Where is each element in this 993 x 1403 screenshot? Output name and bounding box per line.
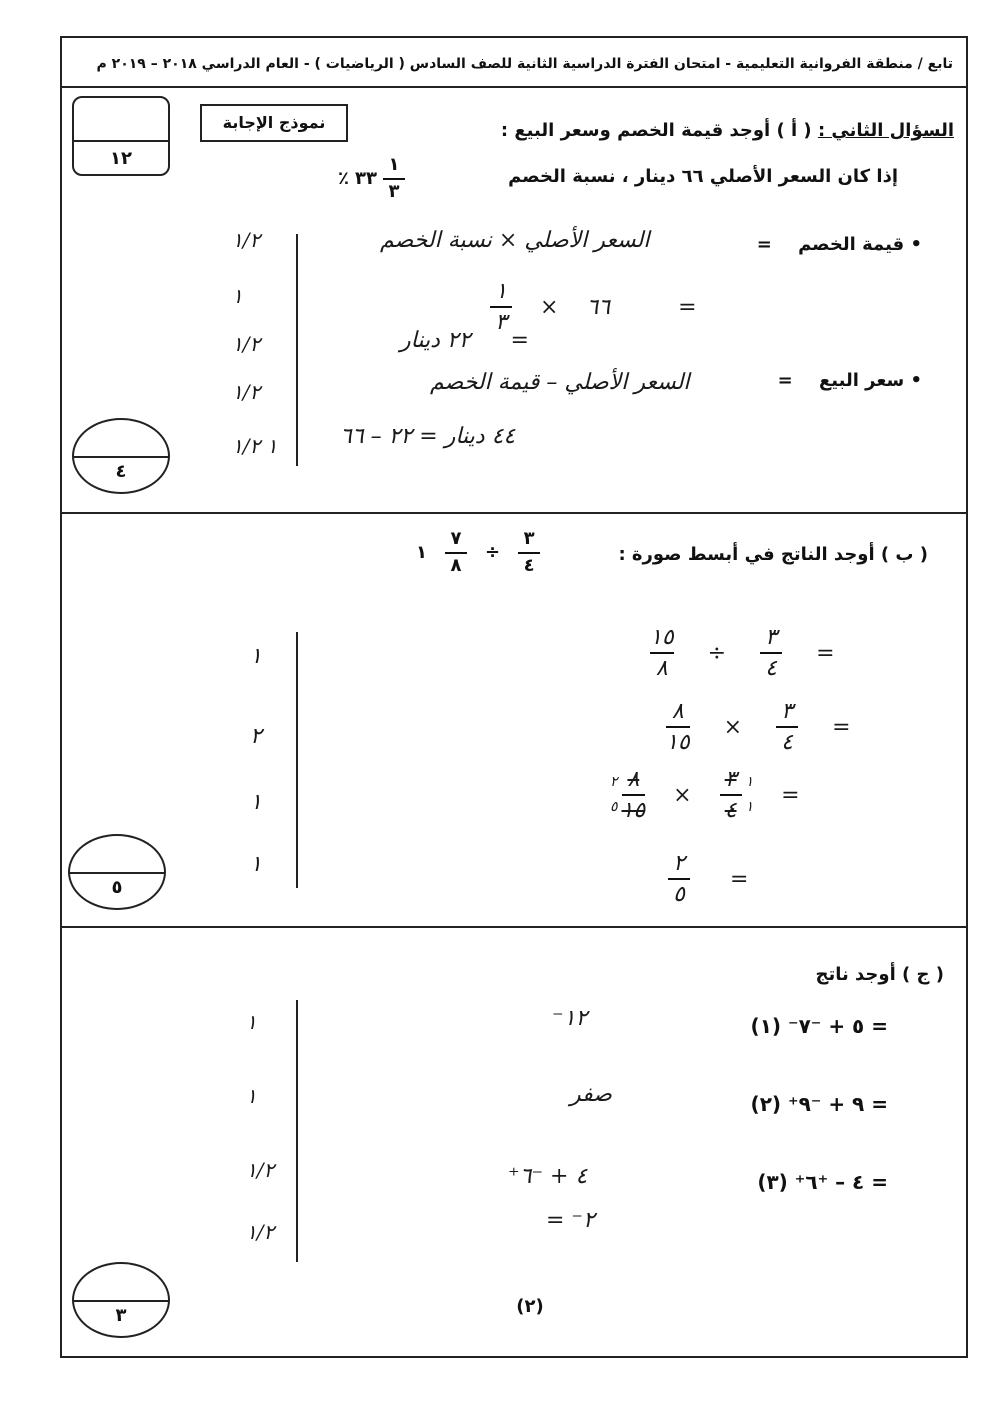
score-b: ٥ [111,877,123,898]
percent-fraction [383,156,405,202]
item-c-2-num: (٢) [750,1092,782,1116]
total-score-box [72,96,170,176]
item-c-3-answer2: = ⁻٢ [546,1208,595,1233]
bullet2-label: سعر البيع [818,370,905,391]
discount-percent [338,156,405,202]
mark-a-2: ١ [232,284,243,308]
mark-a-5: ١ ١/٢ [232,434,278,458]
section-b [60,514,968,926]
section-a-title-row [501,120,954,141]
page-number: (٢) [516,1296,544,1317]
mark-c-4: ١/٢ [246,1220,275,1244]
item-c-2-expr: ⁺٩ + ⁻٩ = [788,1092,888,1116]
score-a: ٤ [115,461,127,482]
item-c-2 [751,1092,888,1116]
marks-c [246,1010,292,1260]
section-b-problem: ١ $\frac{٧}{٨}$ ÷ $\frac{٣}{٤}$ [416,530,540,576]
percent-sign: ٪ [338,168,349,190]
item-c-1-expr: ⁻٥ + ⁻٧ = [788,1014,888,1038]
section-c [60,928,968,1356]
section-c-title: ( ج ) أوجد ناتج [815,964,944,985]
hand-a-line2: $\frac{١}{٣}$ × ٦٦ = [490,280,697,334]
percent-den: ٣ [388,180,400,202]
score-c: ٣ [115,1305,127,1326]
hand-b-step1: $\frac{١٥}{٨}$ ÷ $\frac{٣}{٤}$ = [650,625,835,682]
hand-a-line1: السعر الأصلي × نسبة الخصم [380,228,650,253]
hand-b-step3: ٢ ٥ $\frac{٨}{١٥}$ × $\frac{٣}{٤}$ ١ ١ = [610,767,800,824]
bullet-sale-price: • سعر البيع = [777,370,922,391]
exam-header: تابع / منطقة الفروانية التعليمية - امتحان الفترة الدراسية الثانية للصف السادس ( الرياضيات ) - العام الدراسي ٢٠١٨ – ٢٠١٩ م [96,56,953,72]
section-a-title: ( أ ) أوجد قيمة الخصم وسعر البيع : [500,120,812,141]
item-c-1-num: (١) [750,1014,782,1038]
mark-a-4: ١/٢ [232,380,261,404]
mark-b-4: ١ [250,852,262,877]
item-c-1-answer: ⁻١٢ [552,1006,588,1031]
mark-a-3: ١/٢ [232,332,261,356]
item-c-3-answer: ⁺٤ + ⁻٦ [508,1164,588,1189]
section-b-title: ( ب ) أوجد الناتج في أبسط صورة : [618,544,928,565]
bullet1-label: قيمة الخصم [798,234,905,255]
bullet-icon: • [910,370,922,391]
bullet-discount-value: • قيمة الخصم = [756,234,922,255]
item-c-1 [751,1014,888,1038]
marks-a [232,228,292,474]
item-c-3-num: (٣) [757,1170,788,1194]
score-circle-c [72,1262,170,1338]
score-circle-a [72,418,170,494]
item-c-2-answer: صفر [570,1082,612,1107]
hand-a-line4: السعر الأصلي – قيمة الخصم [430,370,690,395]
mark-b-3: ١ [250,790,262,815]
item-c-3-expr: ⁺٤ – ⁺٦ = [794,1170,888,1194]
mark-a-1: ١/٢ [232,228,261,252]
hand-b-step2: $\frac{٨}{١٥}$ × $\frac{٣}{٤}$ = [666,699,851,756]
hand-a-line3: ٢٢ دينار = [400,328,529,353]
hand-b-step4: $\frac{٢}{٥}$ = [668,852,748,906]
percent-num: ١ [388,154,400,175]
marks-divider-b [296,632,298,888]
hand-a-line5: ٤٤ دينار = ٢٢ – ٦٦ [340,424,516,449]
bullet-icon: • [910,234,922,255]
marks-b [250,644,290,892]
fraction-bar [383,178,405,180]
score-box-divider [74,140,168,142]
mark-b-2: ٢ [250,724,262,749]
percent-whole: ٣٣ [355,168,377,190]
marks-divider-c [296,1000,298,1262]
section-a-prefix: السؤال الثاني : [817,120,954,141]
mark-c-2: ١ [246,1084,257,1108]
section-a-given: إذا كان السعر الأصلي ٦٦ دينار ، نسبة الخصم [508,166,898,187]
marks-divider-a [296,234,298,466]
hand-fraction-third: $\frac{١}{٣}$ [490,280,512,334]
total-score: ١٢ [110,148,132,169]
mark-c-1: ١ [246,1010,257,1034]
item-c-3 [757,1170,888,1194]
answer-model-label: نموذج الإجابة [200,104,348,142]
mark-c-3: ١/٢ [246,1158,275,1182]
score-circle-b [68,834,166,910]
section-a [60,88,968,510]
mark-b-1: ١ [250,644,262,669]
